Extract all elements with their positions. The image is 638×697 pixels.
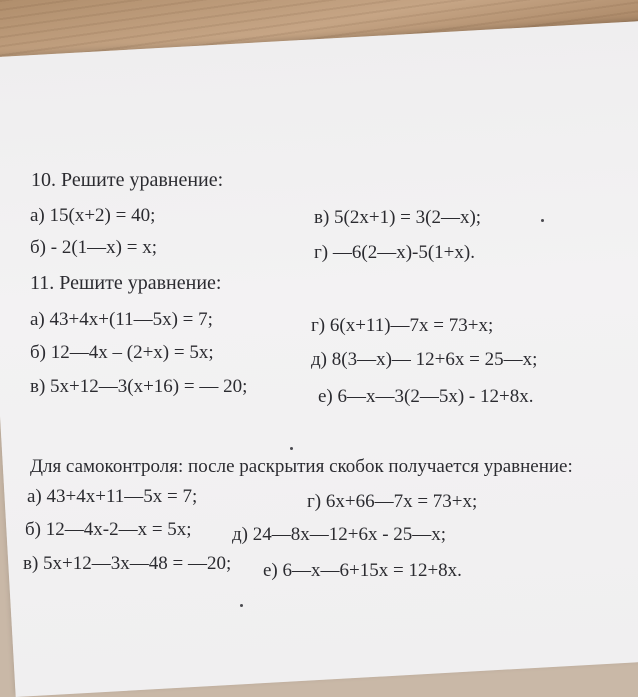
task10-item-a: а) 15(x+2) = 40;	[30, 205, 156, 226]
task11-item-e: е) 6—x—3(2—5x) - 12+8x.	[318, 386, 534, 407]
task11-heading: 11. Решите уравнение:	[30, 272, 222, 294]
selfcheck-item-v: в) 5x+12—3x—48 = —20;	[23, 553, 232, 574]
task10-item-g: г) —6(2—x)-5(1+x).	[314, 242, 475, 263]
selfcheck-item-a: а) 43+4x+11—5x = 7;	[27, 486, 198, 507]
task11-item-g: г) 6(x+11)—7x = 73+x;	[311, 315, 494, 336]
task10-heading: 10. Решите уравнение:	[31, 169, 224, 191]
ink-speck	[240, 604, 243, 607]
task10-item-v: в) 5(2x+1) = 3(2—x);	[314, 207, 482, 228]
task11-item-v: в) 5x+12—3(x+16) = — 20;	[30, 376, 248, 397]
selfcheck-item-b: б) 12—4x-2—x = 5x;	[25, 519, 192, 540]
ink-speck	[290, 447, 293, 450]
task11-item-b: б) 12—4x – (2+x) = 5x;	[30, 342, 214, 363]
selfcheck-item-d: д) 24—8x—12+6x - 25—x;	[232, 524, 447, 545]
selfcheck-item-g: г) 6x+66—7x = 73+x;	[307, 491, 478, 512]
selfcheck-heading: Для самоконтроля: после раскрытия скобок получается уравнение:	[30, 456, 573, 477]
task11-item-a: а) 43+4x+(11—5x) = 7;	[30, 309, 213, 330]
ink-speck	[541, 219, 544, 222]
task11-item-d: д) 8(3—x)— 12+6x = 25—x;	[311, 349, 538, 370]
selfcheck-item-e: е) 6—x—6+15x = 12+8x.	[263, 560, 462, 581]
task10-item-b: б) - 2(1—x) = x;	[30, 237, 157, 258]
